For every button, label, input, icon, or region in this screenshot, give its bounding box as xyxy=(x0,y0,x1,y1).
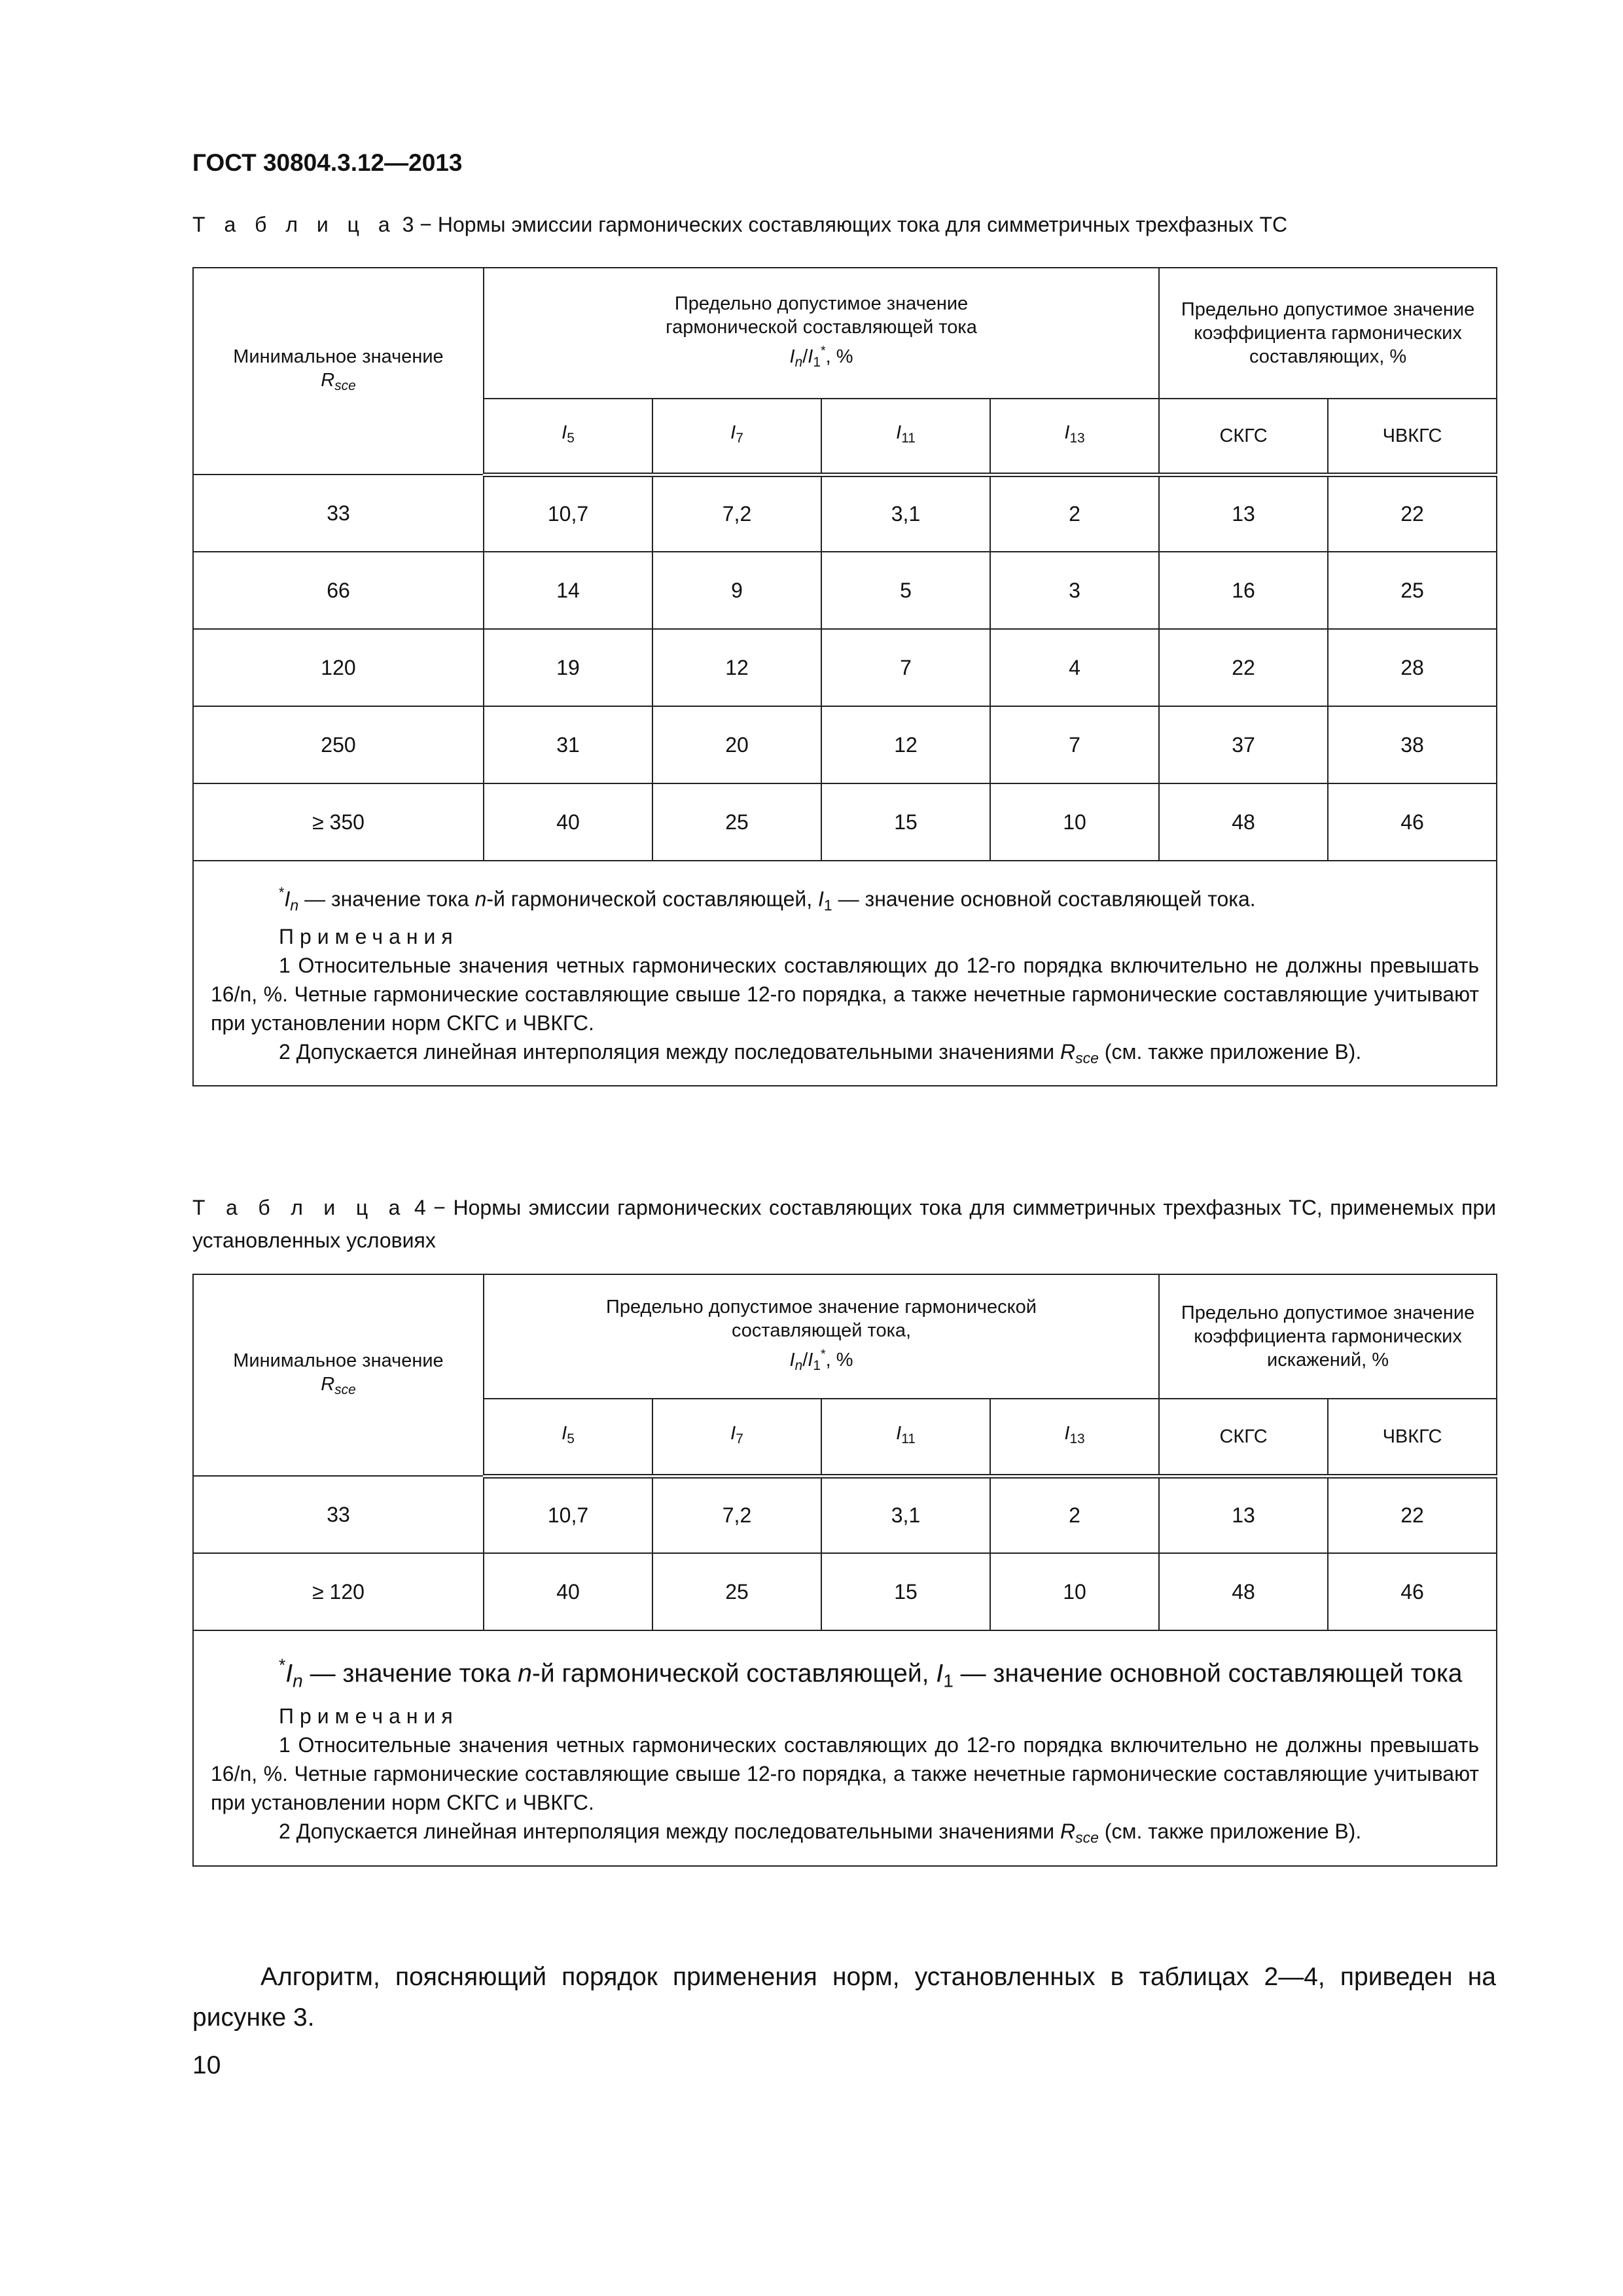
table-cell: 20 xyxy=(652,706,821,783)
table-cell: 37 xyxy=(1159,706,1328,783)
document-header: ГОСТ 30804.3.12—2013 xyxy=(192,149,463,176)
table-cell: 13 xyxy=(1159,1476,1328,1553)
table3-note-1: 1 Относительные значения четных гармонических составляющих до 12-го порядка включительно не должны превышать 16/n, %. Четные гармонические составляющие свыше 12-го порядка, а также нечетные гармонические составляющие учитывают при установлении норм СКГС и ЧВКГС. xyxy=(211,953,1480,1035)
in-over-i1-symbol: $I_n/I_1^*$, % xyxy=(789,343,853,370)
table4-header-harmonic-current xyxy=(484,1274,1159,1399)
table3-header-harmonic-current xyxy=(484,268,1159,399)
table-cell: 25 xyxy=(1328,552,1497,629)
table-cell: 15 xyxy=(821,1553,990,1630)
table4-notes-title: Примечания xyxy=(279,1704,459,1729)
table-cell: 3,1 xyxy=(821,1476,990,1553)
table-row xyxy=(193,1553,1497,1630)
table3-header-skgs: СКГС xyxy=(1159,399,1328,475)
table4-header-coefficient: Предельно допустимое значение коэффициента гармонических искажений, % xyxy=(1159,1274,1497,1399)
table3 xyxy=(192,267,1497,1086)
table-cell: 5 xyxy=(821,552,990,629)
table3-header-i11: $I_{11}$ xyxy=(821,399,990,475)
table-cell: 48 xyxy=(1159,1553,1328,1630)
table-row xyxy=(193,783,1497,861)
table4-header-i5: $I_5$ xyxy=(484,1399,652,1476)
table3-header-harmonic-current-label: Предельно допустимое значение гармонической составляющей тока xyxy=(666,293,977,338)
table-row xyxy=(193,706,1497,783)
table-cell: 31 xyxy=(484,706,652,783)
table-cell: 33 xyxy=(193,1476,484,1553)
table-cell: 33 xyxy=(193,475,484,552)
table4-header-i7: $I_7$ xyxy=(652,1399,821,1476)
table-cell: 250 xyxy=(193,706,484,783)
table-cell: ≥ 350 xyxy=(193,783,484,861)
table3-caption-text: 3 − Нормы эмиссии гармонических составляющих тока для симметричных трехфазных ТС xyxy=(396,213,1288,236)
table-cell: 7 xyxy=(821,629,990,706)
table-cell: 25 xyxy=(652,783,821,861)
table-cell: 2 xyxy=(990,1476,1159,1553)
table3-header-coefficient: Предельно допустимое значение коэффициента гармонических составляющих, % xyxy=(1159,268,1497,399)
table3-notes-title: Примечания xyxy=(279,924,459,948)
table3-header-i5: $I_5$ xyxy=(484,399,652,475)
table-cell: 40 xyxy=(484,1553,652,1630)
table-cell: 7,2 xyxy=(652,475,821,552)
table-row xyxy=(193,475,1497,552)
table4-caption-text: 4 − Нормы эмиссии гармонических составляющих тока для симметричных трехфазных ТС, применемых при установленных условиях xyxy=(192,1196,1497,1252)
table4-notes xyxy=(193,1630,1497,1866)
table-cell: 22 xyxy=(1159,629,1328,706)
table-cell: 14 xyxy=(484,552,652,629)
table3-header-i13: $I_{13}$ xyxy=(990,399,1159,475)
table-cell: 25 xyxy=(652,1553,821,1630)
table4-header-chvkgs: ЧВКГС xyxy=(1328,1399,1497,1476)
table4-caption-label: Т а б л и ц а xyxy=(192,1196,407,1219)
rsce-symbol: $R_{sce}$ xyxy=(321,369,356,393)
table4-footnote: $^*I_n$ — значение тока n-й гармонической составляющей, $I_1$ — значение основной составляющей тока xyxy=(279,1655,1463,1691)
table-row xyxy=(193,552,1497,629)
table-cell: 28 xyxy=(1328,629,1497,706)
table-cell: 66 xyxy=(193,552,484,629)
table-cell: 10 xyxy=(990,1553,1159,1630)
closing-paragraph: Алгоритм, поясняющий порядок применения норм, установленных в таблицах 2—4, приведен на рисунке 3. xyxy=(192,1963,1496,2032)
table-cell: 7,2 xyxy=(652,1476,821,1553)
table-cell: 13 xyxy=(1159,475,1328,552)
table-cell: 4 xyxy=(990,629,1159,706)
table4-header-rsce xyxy=(193,1274,484,1476)
table-cell: 3,1 xyxy=(821,475,990,552)
table3-notes xyxy=(193,861,1497,1086)
table-cell: 2 xyxy=(990,475,1159,552)
table4-caption xyxy=(192,1191,1496,1257)
table-cell: 10,7 xyxy=(484,475,652,552)
table-cell: 19 xyxy=(484,629,652,706)
rsce-symbol: $R_{sce}$ xyxy=(321,1373,356,1397)
in-over-i1-symbol: $I_n/I_1^*$, % xyxy=(789,1346,853,1374)
table4-header-i13: $I_{13}$ xyxy=(990,1399,1159,1476)
table3-footnote: $^*I_n$ — значение тока n-й гармонической составляющей, $I_1$ — значение основной составляющей тока. xyxy=(279,884,1256,914)
table-cell: 22 xyxy=(1328,1476,1497,1553)
table-cell: 7 xyxy=(990,706,1159,783)
table4-header-i11: $I_{11}$ xyxy=(821,1399,990,1476)
table-cell: 46 xyxy=(1328,783,1497,861)
table-cell: 9 xyxy=(652,552,821,629)
table3-header-chvkgs: ЧВКГС xyxy=(1328,399,1497,475)
table-cell: 40 xyxy=(484,783,652,861)
table3-caption-label: Т а б л и ц а xyxy=(192,213,397,236)
table-cell: 48 xyxy=(1159,783,1328,861)
table-row xyxy=(193,1476,1497,1553)
table-cell: ≥ 120 xyxy=(193,1553,484,1630)
table4-header-skgs: СКГС xyxy=(1159,1399,1328,1476)
table-cell: 3 xyxy=(990,552,1159,629)
table-cell: 22 xyxy=(1328,475,1497,552)
table4-note-2: 2 Допускается линейная интерполяция между последовательными значениями $R_{sce}$ (см. также приложение В). xyxy=(279,1820,1362,1846)
table3-header-rsce xyxy=(193,268,484,475)
table3-caption xyxy=(192,208,1496,241)
table-cell: 16 xyxy=(1159,552,1328,629)
table4-header-rsce-label: Минимальное значение xyxy=(233,1350,444,1371)
page-number: 10 xyxy=(192,2051,221,2079)
table4 xyxy=(192,1274,1497,1867)
table-cell: 10,7 xyxy=(484,1476,652,1553)
table4-note-1: 1 Относительные значения четных гармонических составляющих до 12-го порядка включительно не должны превышать 16/n, %. Четные гармонические составляющие свыше 12-го порядка, а также нечетные гармонические составляющие учитывают при установлении норм СКГС и ЧВКГС. xyxy=(211,1733,1480,1815)
table-cell: 15 xyxy=(821,783,990,861)
table-cell: 12 xyxy=(652,629,821,706)
table-cell: 46 xyxy=(1328,1553,1497,1630)
table3-note-2: 2 Допускается линейная интерполяция между последовательными значениями $R_{sce}$ (см. также приложение В). xyxy=(279,1039,1362,1067)
table-row xyxy=(193,629,1497,706)
table-cell: 12 xyxy=(821,706,990,783)
table-cell: 38 xyxy=(1328,706,1497,783)
table3-header-i7: $I_7$ xyxy=(652,399,821,475)
table-cell: 120 xyxy=(193,629,484,706)
table4-header-harmonic-current-label: Предельно допустимое значение гармонической составляющей тока, xyxy=(606,1296,1037,1341)
table3-header-rsce-label: Минимальное значение xyxy=(233,346,444,367)
table-cell: 10 xyxy=(990,783,1159,861)
